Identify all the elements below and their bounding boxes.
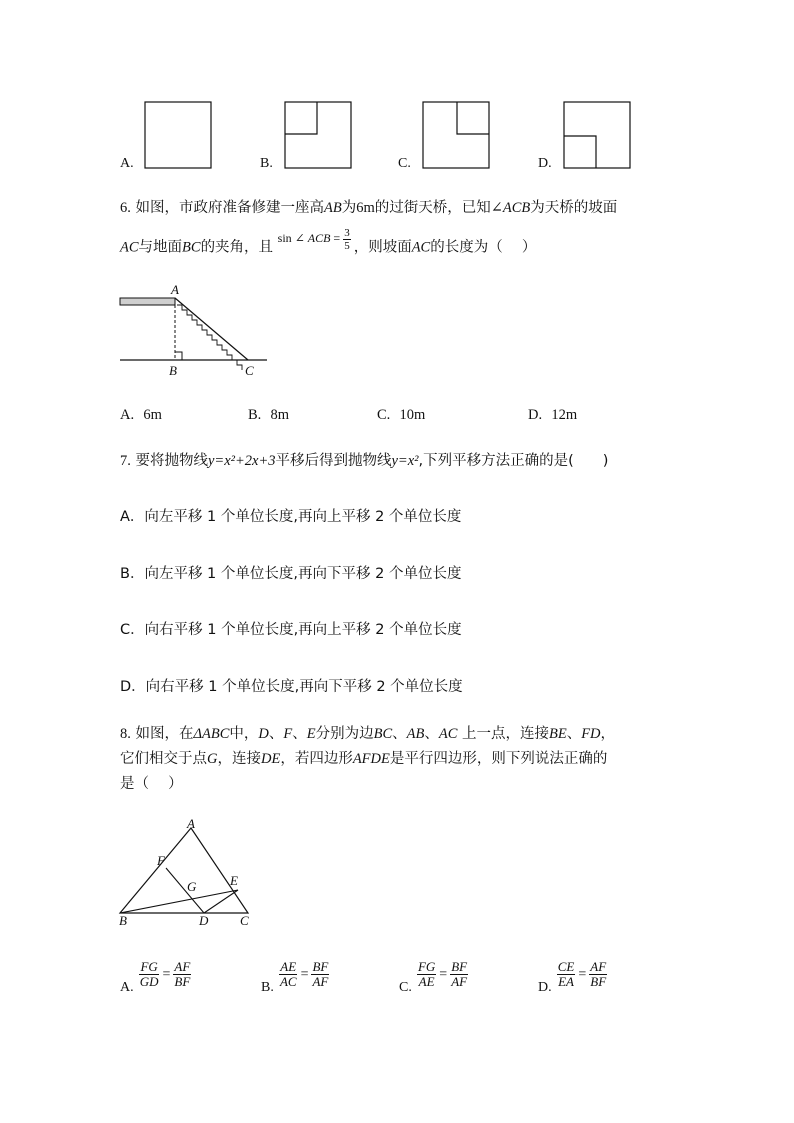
label-g: G <box>187 879 197 894</box>
q6-option-c: C. 10m <box>377 407 426 423</box>
q8-option-b: B. $\frac{AE}{AC}$ = $\frac{BF}{AF}$ <box>261 959 329 995</box>
q6-fraction: $\frac{3}{5}$ <box>344 227 350 252</box>
label-b: B <box>169 363 177 378</box>
bridge-deck <box>120 298 175 305</box>
q7-option-a: A．向左平移 1 个单位长度,再向上平移 2 个单位长度 <box>120 509 462 525</box>
q6-sine-expression: sin ∠ ACB = 3 5 <box>277 227 350 252</box>
q8-option-a: A. $\frac{FG}{GD}$ = $\frac{AF}{BF}$ <box>120 959 191 995</box>
q5-options <box>0 0 794 190</box>
label-d: D <box>199 913 209 928</box>
q6-option-b: B. 8m <box>248 407 290 423</box>
q5-option-c-figure <box>422 101 492 171</box>
label-a: A <box>187 818 195 831</box>
slope-line <box>175 298 248 360</box>
q7-option-b: B．向左平移 1 个单位长度,再向下平移 2 个单位长度 <box>120 566 462 582</box>
label-c: C <box>245 363 254 378</box>
q5-option-c-label: C. <box>398 156 411 171</box>
q8-options <box>120 960 680 1000</box>
q5-option-d-figure <box>563 101 633 171</box>
q6-option-a: A. 6m <box>120 407 162 423</box>
q8-triangle-figure <box>110 818 270 933</box>
label-a: A <box>171 282 179 297</box>
q8-line3: 是（ ） <box>120 776 183 792</box>
q5-option-d-label: D. <box>538 156 552 171</box>
q5-option-a-figure <box>144 101 214 171</box>
q6-option-d: D. 12m <box>528 407 578 423</box>
q7-stem: 7. 要将抛物线y=x²+2x+3平移后得到抛物线y=x²,下列平移方法正确的是( ) <box>120 453 609 469</box>
q8-line1: 8. 如图，在ΔABC中，D、F、E分别为边BC、AB、AC 上一点，连接BE、FD， <box>120 726 616 742</box>
q6-line1: 6. 如图，市政府准备修建一座高AB为6m的过街天桥，已知∠ACB为天桥的坡面 <box>120 200 618 216</box>
q8-line2: 它们相交于点G，连接DE，若四边形AFDE是平行四边形，则下列说法正确的 <box>120 751 608 767</box>
q5-option-a-label: A. <box>120 156 134 171</box>
q6-line2: AC与地面BC的夹角，且 $^{sin \angle ACB = \frac{3}{5}}$ ，则坡面AC的长度为（ ） <box>120 227 537 256</box>
q5-option-b-figure <box>284 101 354 171</box>
segment-fd <box>166 868 204 913</box>
q7-option-c: C．向右平移 1 个单位长度,再向上平移 2 个单位长度 <box>120 622 462 638</box>
q6-bridge-figure <box>115 280 275 380</box>
q8-option-d: D. $\frac{CE}{EA}$ = $\frac{AF}{BF}$ <box>538 959 607 995</box>
q8-option-c: C. $\frac{FG}{AE}$ = $\frac{BF}{AF}$ <box>399 959 468 995</box>
label-f: F <box>157 853 165 868</box>
label-e: E <box>230 873 238 888</box>
q7-option-d: D．向右平移 1 个单位长度,再向下平移 2 个单位长度 <box>120 679 463 695</box>
label-c: C <box>240 913 249 928</box>
q5-option-b-label: B. <box>260 156 273 171</box>
label-b: B <box>119 913 127 928</box>
right-angle-mark <box>175 352 182 360</box>
